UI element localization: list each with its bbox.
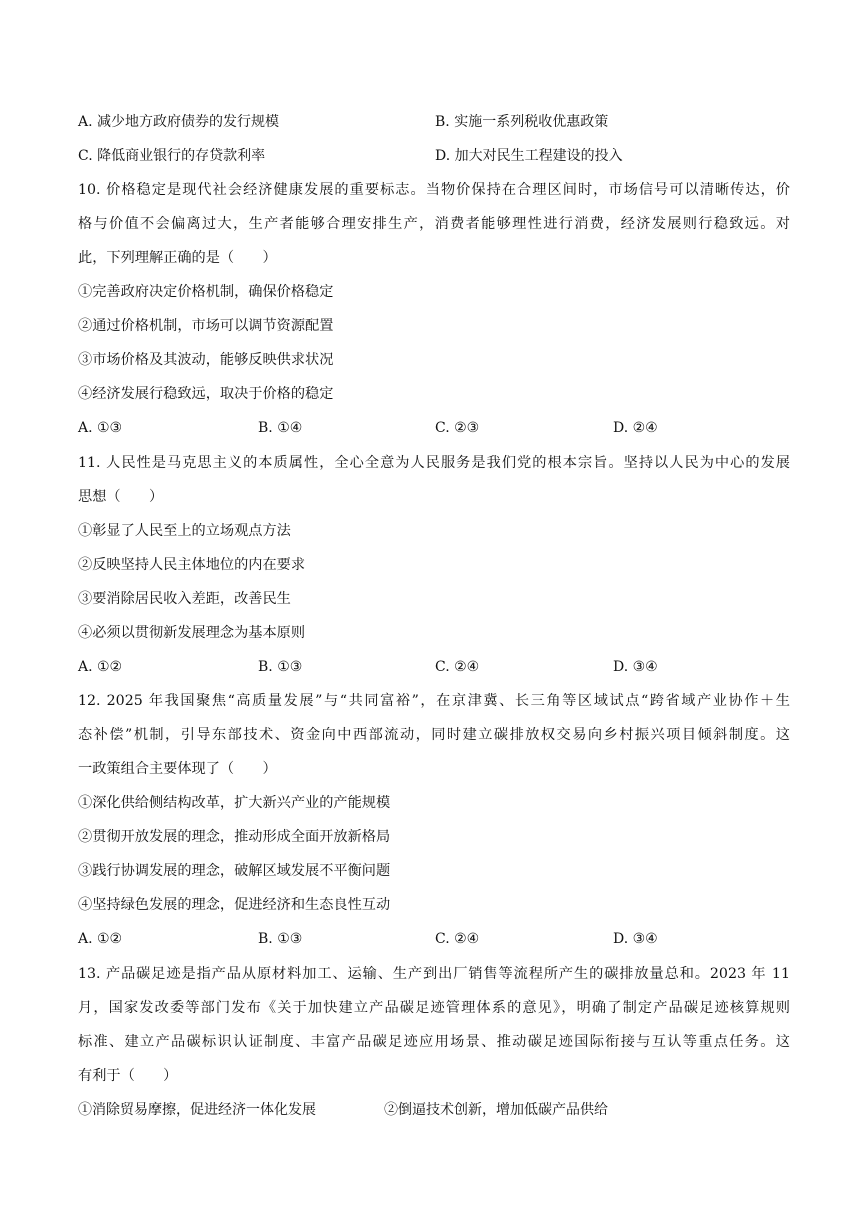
q13-stem-line-2: 月，国家发改委等部门发布《关于加快建立产品碳足迹管理体系的意见》，明确了制定产品碳足迹核算规则 xyxy=(78,1000,790,1016)
q10-item-3: ③市场价格及其波动，能够反映供求状况 xyxy=(78,352,334,368)
q12-stem-line-1: 12. 2025 年我国聚焦“高质量发展”与“共同富裕”，在京津冀、长三角等区域试点“跨省域产业协作＋生 xyxy=(78,693,790,709)
q10-option-b: B. ①④ xyxy=(258,420,303,436)
q12-option-a: A. ①② xyxy=(78,931,123,947)
q12-option-d: D. ③④ xyxy=(613,931,658,947)
q11-item-4: ④必须以贯彻新发展理念为基本原则 xyxy=(78,625,306,641)
q9-options-row-2 xyxy=(78,146,790,166)
q12-option-c: C. ②④ xyxy=(435,931,480,947)
q10-item-2: ②通过价格机制，市场可以调节资源配置 xyxy=(78,318,334,334)
q10-options xyxy=(78,418,790,438)
q11-stem-line-2: 思想（ ） xyxy=(78,489,164,505)
q12-item-2: ②贯彻开放发展的理念，推动形成全面开放新格局 xyxy=(78,829,391,845)
q13-items-row-1 xyxy=(78,1100,790,1120)
q9-option-c: C. 降低商业银行的存贷款利率 xyxy=(78,148,266,164)
q11-option-b: B. ①③ xyxy=(258,659,303,675)
q13-stem-line-4: 有利于（ ） xyxy=(78,1068,178,1084)
q12-option-b: B. ①③ xyxy=(258,931,303,947)
q12-stem-line-2: 态补偿”机制，引导东部技术、资金向中西部流动，同时建立碳排放权交易向乡村振兴项目倾斜制度。这 xyxy=(78,727,790,743)
q11-item-2: ②反映坚持人民主体地位的内在要求 xyxy=(78,557,306,573)
q9-options-row-1 xyxy=(78,112,790,132)
q11-option-d: D. ③④ xyxy=(613,659,658,675)
q12-options xyxy=(78,929,790,949)
q11-option-c: C. ②④ xyxy=(435,659,480,675)
q13-item-1: ①消除贸易摩擦，促进经济一体化发展 xyxy=(78,1102,316,1118)
q12-stem-line-3: 一政策组合主要体现了（ ） xyxy=(78,761,277,777)
q12-item-4: ④坚持绿色发展的理念，促进经济和生态良性互动 xyxy=(78,897,391,913)
q10-stem-line-3: 此，下列理解正确的是（ ） xyxy=(78,250,277,266)
q13-item-2: ②倒逼技术创新，增加低碳产品供给 xyxy=(384,1102,608,1118)
q9-option-d: D. 加大对民生工程建设的投入 xyxy=(435,148,623,164)
q9-option-b: B. 实施一系列税收优惠政策 xyxy=(435,114,609,130)
q11-item-3: ③要消除居民收入差距，改善民生 xyxy=(78,591,291,607)
q11-option-a: A. ①② xyxy=(78,659,123,675)
q10-option-c: C. ②③ xyxy=(435,420,480,436)
q10-stem-line-2: 格与价值不会偏离过大，生产者能够合理安排生产，消费者能够理性进行消费，经济发展则行稳致远。对 xyxy=(78,216,790,232)
q11-stem-line-1: 11. 人民性是马克思主义的本质属性，全心全意为人民服务是我们党的根本宗旨。坚持以人民为中心的发展 xyxy=(78,455,790,471)
q11-item-1: ①彰显了人民至上的立场观点方法 xyxy=(78,523,291,539)
q9-option-a: A. 减少地方政府债券的发行规模 xyxy=(78,114,280,130)
q11-options xyxy=(78,657,790,677)
q13-stem-line-1: 13. 产品碳足迹是指产品从原材料加工、运输、生产到出厂销售等流程所产生的碳排放量总和。2023 年 11 xyxy=(78,966,790,982)
q10-option-a: A. ①③ xyxy=(78,420,123,436)
q10-item-1: ①完善政府决定价格机制，确保价格稳定 xyxy=(78,284,334,300)
q10-option-d: D. ②④ xyxy=(613,420,658,436)
q10-stem-line-1: 10. 价格稳定是现代社会经济健康发展的重要标志。当物价保持在合理区间时，市场信号可以清晰传达，价 xyxy=(78,182,790,198)
q13-stem-line-3: 标准、建立产品碳标识认证制度、丰富产品碳足迹应用场景、推动碳足迹国际衔接与互认等重点任务。这 xyxy=(78,1034,790,1050)
q10-item-4: ④经济发展行稳致远，取决于价格的稳定 xyxy=(78,386,334,402)
q12-item-1: ①深化供给侧结构改革，扩大新兴产业的产能规模 xyxy=(78,795,391,811)
q12-item-3: ③践行协调发展的理念，破解区域发展不平衡问题 xyxy=(78,863,391,879)
